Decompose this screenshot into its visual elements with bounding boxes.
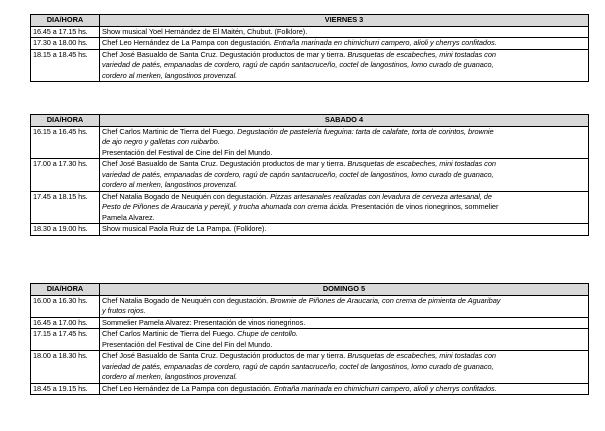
table-row <box>31 295 589 317</box>
description-line <box>102 202 586 213</box>
description-cell <box>100 317 589 329</box>
description-text: Chef Leo Hernández de La Pampa con degustación. <box>102 38 274 47</box>
description-line <box>102 362 586 373</box>
description-line <box>102 180 586 191</box>
table-row <box>31 329 589 351</box>
dish-text: variedad de patés, empanadas de cordero, ragú de capón santacruceño, coctel de langostinos, lomo curado de guanaco, <box>102 169 494 179</box>
description-line <box>102 159 586 170</box>
dish-text: cordero al merken, langostinos provenzal. <box>102 70 238 80</box>
description-cell <box>100 329 589 351</box>
description-text: Chef José Basualdo de Santa Cruz. Degustación productos de mar y tierra. <box>102 351 348 360</box>
description-line <box>102 27 586 38</box>
table-row <box>31 383 589 395</box>
table-row <box>31 191 589 224</box>
table-row <box>31 224 589 236</box>
description-text: Presentación del Festival de Cine del Fin del Mundo. <box>102 147 273 157</box>
description-line <box>102 224 586 235</box>
description-cell <box>100 295 589 317</box>
description-line <box>102 318 586 329</box>
dish-text: Brownie de Piñones de Araucaria, con crema de pimienta de Aguaribay <box>270 295 501 305</box>
description-cell <box>100 38 589 50</box>
description-line <box>102 372 586 383</box>
description-cell <box>100 126 589 159</box>
table-header-row <box>31 15 589 27</box>
description-cell <box>100 351 589 384</box>
description-line <box>102 351 586 362</box>
description-text: Chef Natalia Bogado de Neuquén con degustación. <box>102 191 271 201</box>
column-header-dia-hora: DIA/HORA <box>31 115 100 127</box>
time-cell: 17.30 a 18.00 hs. <box>31 38 100 50</box>
dish-text: de ajo negro y galletas con ruibarbo. <box>102 137 220 146</box>
time-cell: 17.15 a 17.45 hs. <box>31 329 100 351</box>
description-cell <box>100 191 589 224</box>
table-row <box>31 126 589 159</box>
dish-text: variedad de patés, empanadas de cordero, ragú de capón santacruceño, coctel de langostinos, lomo curado de guanaco, <box>102 361 494 371</box>
description-text: Show musical Yoel Hernández de El Maitén, Chubut. (Folklore). <box>102 26 308 36</box>
table-row <box>31 26 589 38</box>
description-line <box>102 296 586 307</box>
column-header-dia-hora: DIA/HORA <box>31 15 100 27</box>
table-row <box>31 317 589 329</box>
description-cell <box>100 26 589 38</box>
description-cell <box>100 49 589 82</box>
column-header-dia-hora: DIA/HORA <box>31 284 100 296</box>
description-line <box>102 127 586 138</box>
dish-text: Entraña marinada en chimichurri campero, alioli y cherrys confitados. <box>273 383 497 393</box>
table-row <box>31 159 589 192</box>
description-line <box>102 60 586 71</box>
time-cell: 18.00 a 18.30 hs. <box>31 351 100 384</box>
dish-text: Brusquetas de escabeches, mini tostadas con <box>347 49 496 59</box>
description-text: Chef José Basualdo de Santa Cruz. Degustación productos de mar y tierra. <box>102 159 348 168</box>
dish-text: Brusquetas de escabeches, mini tostadas con <box>347 159 496 168</box>
day-title: SABADO 4 <box>100 115 589 127</box>
dish-text: Pesto de Piñones de Araucaria y perejil, y trucha ahumada con crema ácida. <box>102 202 350 211</box>
schedule-table-domingo <box>30 283 589 395</box>
time-cell: 16.45 a 17.15 hs. <box>31 26 100 38</box>
description-text: Presentación del Festival de Cine del Fin del Mundo. <box>102 339 273 349</box>
day-title: VIERNES 3 <box>100 15 589 27</box>
dish-text: cordero al merken, langostinos provenzal. <box>102 180 238 189</box>
description-line <box>102 213 586 224</box>
dish-text: Pizzas artesanales realizadas con levadura de cerveza artesanal, de <box>270 191 492 201</box>
time-cell: 16.15 a 16.45 hs. <box>31 126 100 159</box>
description-text: Chef José Basualdo de Santa Cruz. Degustación productos de mar y tierra. <box>102 49 348 59</box>
description-text: Show musical Paola Ruiz de La Pampa. (Folklore). <box>102 224 267 233</box>
description-line <box>102 137 586 148</box>
time-cell: 18.45 a 19.15 hs. <box>31 383 100 395</box>
table-header-row <box>31 115 589 127</box>
description-line <box>102 71 586 82</box>
table-header-row <box>31 284 589 296</box>
table-row <box>31 49 589 82</box>
time-cell: 18.15 a 18.45 hs. <box>31 49 100 82</box>
schedule-table-sabado <box>30 114 589 236</box>
description-line <box>102 306 586 317</box>
schedule-table-viernes <box>30 14 589 82</box>
dish-text: cordero al merken, langostinos provenzal. <box>102 372 238 381</box>
description-line <box>102 50 586 61</box>
description-line <box>102 340 586 351</box>
description-line <box>102 170 586 181</box>
description-text: Pamela Alvarez. <box>102 212 155 222</box>
description-text: Chef Natalia Bogado de Neuquén con degustación. <box>102 295 271 305</box>
dish-text: y frutos rojos. <box>102 306 146 315</box>
description-text: Presentación de vinos rionegrinos, sommelier <box>349 202 499 211</box>
description-line <box>102 192 586 203</box>
dish-text: Chupe de centollo. <box>237 329 298 338</box>
description-line <box>102 329 586 340</box>
description-text: Chef Carlos Martinic de Tierra del Fuego. <box>102 126 238 136</box>
table-row <box>31 38 589 50</box>
description-line <box>102 384 586 395</box>
time-cell: 16.00 a 16.30 hs. <box>31 295 100 317</box>
day-title: DOMINGO 5 <box>100 284 589 296</box>
description-line <box>102 148 586 159</box>
time-cell: 18.30 a 19.00 hs. <box>31 224 100 236</box>
time-cell: 17.00 a 17.30 hs. <box>31 159 100 192</box>
time-cell: 17.45 a 18.15 hs. <box>31 191 100 224</box>
description-text: Chef Leo Hernández de La Pampa con degustación. <box>102 383 274 393</box>
time-cell: 16.45 a 17.00 hs. <box>31 317 100 329</box>
dish-text: variedad de patés, empanadas de cordero, ragú de capón santacruceño, coctel de langostinos, lomo curado de guanaco, <box>102 60 494 69</box>
description-cell <box>100 383 589 395</box>
dish-text: Entraña marinada en chimichurri campero, alioli y cherrys confitados. <box>273 38 497 47</box>
table-row <box>31 351 589 384</box>
dish-text: Degustación de pastelería fueguina: tarta de calafate, torta de corintos, brownie <box>237 126 494 136</box>
description-cell <box>100 159 589 192</box>
description-line <box>102 38 586 49</box>
dish-text: Brusquetas de escabeches, mini tostadas con <box>347 351 496 360</box>
description-text: Chef Carlos Martinic de Tierra del Fuego. <box>102 329 238 338</box>
description-text: Sommelier Pamela Alvarez: Presentación de vinos rionegrinos. <box>102 317 306 327</box>
description-cell <box>100 224 589 236</box>
